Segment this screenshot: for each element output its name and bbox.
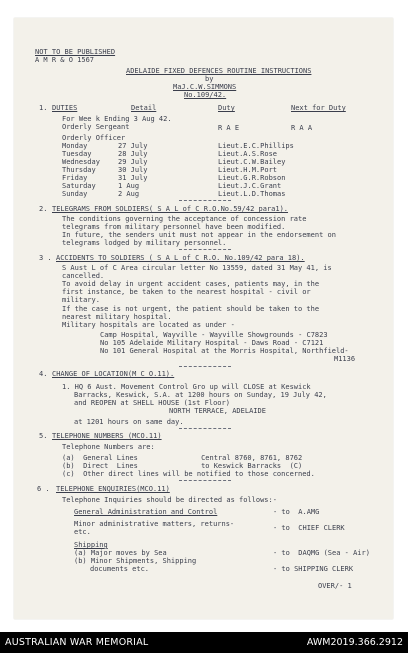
orderly-officer-label: Orderly Officer — [62, 134, 126, 142]
body-line: cancelled. — [62, 272, 105, 280]
hospital-entry: M1136 — [334, 355, 356, 363]
catalogue-id: AWM2019.366.2912 — [306, 637, 403, 648]
duty-row-day: Tuesday — [62, 150, 92, 158]
section-divider — [179, 249, 231, 250]
duty-row-day: Thursday — [62, 166, 96, 174]
body-line: telegrams from military personnel have been modified. — [62, 223, 286, 231]
orderly-sergeant-duty: R A E — [218, 124, 240, 132]
body-line: The conditions governing the acceptance of concession rate — [62, 215, 307, 223]
institution-name: AUSTRALIAN WAR MEMORIAL — [5, 637, 149, 648]
enquiry-target: - to SHIPPING CLERK — [273, 565, 354, 573]
enquiry-item: Shipping — [74, 541, 108, 549]
author-name: MaJ.C.W.SIMMONS — [173, 83, 237, 91]
section-4-number: 4. — [39, 370, 48, 378]
body-line: In future, the senders unit must not appear in the endorsement on — [62, 231, 336, 239]
enquiry-target: - to DAQMG (Sea - Air) — [273, 549, 370, 557]
enquiry-target: - to A.AMG — [273, 508, 320, 516]
section-divider — [179, 366, 231, 367]
column-detail: Detail — [131, 104, 157, 112]
body-line: Barracks, Keswick, S.A. at 1200 hours on Sunday, 19 July 42, — [74, 391, 327, 399]
body-line: To avoid delay in urgent accident cases, patients may, in the — [62, 280, 320, 288]
body-line: nearest military hospital. — [62, 313, 172, 321]
body-line: Telephone Numbers are: — [62, 443, 155, 451]
phone-line: (b) Direct Lines to Keswick Barracks (C) — [62, 462, 303, 470]
enquiry-item: General Administration and Control — [74, 508, 218, 516]
enquiry-item: etc. — [74, 528, 91, 536]
duty-row-officer: Lieut.L.D.Thomas — [218, 190, 286, 198]
body-line: at 1201 hours on same day. — [74, 418, 184, 426]
section-5-title: TELEPHONE NUMBERS (MCO.11) — [52, 432, 162, 440]
document-title: ADELAIDE FIXED DEFENCES ROUTINE INSTRUCTIONS — [126, 67, 312, 75]
duty-row-officer: Lieut.E.C.Phillips — [218, 142, 294, 150]
section-5-number: 5. — [39, 432, 48, 440]
duty-row-date: 28 July — [118, 150, 148, 158]
hospital-entry: No 101 General Hospital at the Morris Hospital, Northfield- — [100, 347, 349, 355]
duty-row-date: 2 Aug — [118, 190, 140, 198]
duty-row-day: Saturday — [62, 182, 96, 190]
duty-row-officer: Lieut.H.M.Port — [218, 166, 278, 174]
hospital-entry: Camp Hospital, Wayville - Wayville Showgrounds - C7823 — [100, 331, 328, 339]
enquiry-item: Minor administrative matters, returns- — [74, 520, 235, 528]
instruction-number: No.109/42. — [184, 91, 227, 99]
body-line: first instance, be taken to the nearest hospital - civil or — [62, 288, 311, 296]
orderly-sergeant-label: Orderly Sergeant — [62, 123, 130, 131]
section-divider — [179, 480, 231, 481]
body-line: telegrams lodged by military personnel. — [62, 239, 227, 247]
section-6-title: TELEPHONE ENQUIRIES(MCO.11) — [56, 485, 170, 493]
phone-line: (c) Other direct lines will be notified to those concerned. — [62, 470, 315, 478]
phone-line: (a) General Lines Central 8760, 8761, 8762 — [62, 454, 303, 462]
orderly-sergeant-next: R A A — [291, 124, 313, 132]
section-2-title: TELEGRAMS FROM SOLDIERS( S A L of C R.O.No.59/42 para1). — [52, 205, 289, 213]
section-1-number: 1. — [39, 104, 48, 112]
body-line: NORTH TERRACE, ADELAIDE — [169, 407, 266, 415]
column-duty: Duty — [218, 104, 235, 112]
duty-row-officer: Lieut.A.S.Rose — [218, 150, 278, 158]
duty-row-date: 27 July — [118, 142, 148, 150]
body-line: 1. HQ 6 Aust. Movement Control Gro up will CLOSE at Keswick — [62, 383, 311, 391]
hospital-entry: No 105 Adelaide Military Hospital - Daws Road - C7121 — [100, 339, 324, 347]
column-next-for-duty: Next for Duty — [291, 104, 346, 112]
reference-number: A M R & O 1567 — [35, 56, 95, 64]
duty-row-officer: Lieut.G.R.Robson — [218, 174, 286, 182]
duty-row-day: Sunday — [62, 190, 88, 198]
enquiry-item: (a) Major moves by Sea — [74, 549, 167, 557]
enquiry-item: (b) Minor Shipments, Shipping — [74, 557, 197, 565]
duty-row-date: 1 Aug — [118, 182, 140, 190]
section-3-number: 3 . — [39, 254, 52, 262]
duty-row-date: 29 July — [118, 158, 148, 166]
enquiry-item: documents etc. — [90, 565, 150, 573]
body-line: military. — [62, 296, 100, 304]
duty-row-officer: Lieut.J.C.Grant — [218, 182, 282, 190]
page-turn-note: OVER/- 1 — [318, 582, 352, 590]
week-ending: For Wee k Ending 3 Aug 42. — [62, 115, 172, 123]
body-line: Military hospitals are located as under - — [62, 321, 235, 329]
document-page — [14, 18, 393, 619]
section-divider — [179, 200, 231, 201]
body-line: Telephone Inquiries should be directed as follows:- — [62, 496, 277, 504]
section-2-number: 2. — [39, 205, 48, 213]
section-4-title: CHANGE OF LOCATION(M C O.11). — [52, 370, 175, 378]
body-line: and REOPEN at SHELL HOUSE (1st Floor) — [74, 399, 230, 407]
duty-row-officer: Lieut.C.W.Bailey — [218, 158, 286, 166]
duty-row-day: Wednesday — [62, 158, 100, 166]
section-3-title: ACCIDENTS TO SOLDIERS ( S A L of C R.O. No.109/42 para 18). — [56, 254, 305, 262]
body-line: S Aust L of C Area circular letter No 13559, dated 31 May 41, is — [62, 264, 332, 272]
duty-row-day: Friday — [62, 174, 88, 182]
duty-row-day: Monday — [62, 142, 88, 150]
section-1-title: DUTIES — [52, 104, 78, 112]
duty-row-date: 30 July — [118, 166, 148, 174]
restriction-notice: NOT TO BE PUBLISHED — [35, 48, 116, 56]
footer-bar — [0, 632, 408, 653]
enquiry-target: - to CHIEF CLERK — [273, 524, 345, 532]
section-6-number: 6 . — [37, 485, 50, 493]
by-label: by — [205, 75, 214, 83]
section-divider — [179, 428, 231, 429]
body-line: If the case is not urgent, the patient should be taken to the — [62, 305, 320, 313]
duty-row-date: 31 July — [118, 174, 148, 182]
